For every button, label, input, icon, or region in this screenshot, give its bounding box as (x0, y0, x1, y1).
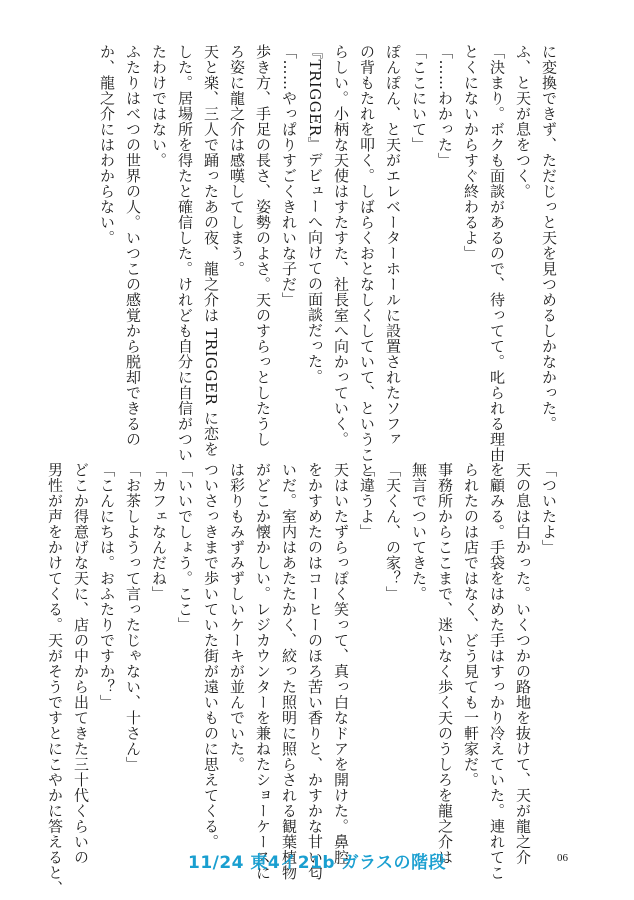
text-line: ぽんぽん、と天がエレベーターホールに設置されたソファ (384, 44, 402, 447)
text-line: らしい。小柄な天使はすたすた、社長室へ向かっていく。 (332, 44, 350, 447)
event-banner: 11/24 東4イ21b ガラスの階段 (187, 853, 446, 873)
text-line: どこか得意げな天に、店の中から出てきた三十代くらいの (72, 462, 90, 865)
text-line: ふたりはべつの世界の人。いつこの感覚から脱却できるの (124, 44, 142, 447)
text-line: いだ。室内はあたたかく、絞った照明に照らされる観葉植物 (280, 462, 298, 881)
text-line: 男性が声をかけてくる。天がそうですとにこやかに答えると、 (46, 462, 64, 896)
text-line: 事務所からここまで、迷いなく歩く天のうしろを龍之介は (436, 462, 454, 865)
text-line: られたのは店ではなく、どう見ても一軒家だ。 (462, 462, 480, 788)
text-line: を顧みる。手袋をはめた手はすっかり冷えていた。連れてこ (488, 462, 506, 881)
text-line: した。居場所を得たと確信した。けれども自分に自信がつい (176, 44, 194, 463)
text-line: がどこか懐かしい。レジカウンターを兼ねたショーケースに (254, 462, 272, 881)
text-line: 「カフェなんだね」 (150, 462, 168, 602)
text-line: ろ姿に龍之介は感嘆してしまう。 (228, 44, 246, 277)
text-line: 「天くん、の家？」 (384, 462, 402, 602)
text-line: ついさっきまで歩いていた街が遠いものに思えてくる。 (202, 462, 220, 850)
text-line: 歩き方、手足の長さ、姿勢のよさ。天のすらっとしたうし (254, 44, 272, 447)
text-line: たわけではない。 (150, 44, 168, 168)
text-line: 天の息は白かった。いくつかの路地を抜けて、天が龍之介 (514, 462, 532, 865)
text-line: とくにないからすぐ終わるよ」 (462, 44, 480, 261)
text-block-top (98, 44, 562, 478)
text-line: 「いいでしょう。ここ」 (176, 462, 194, 633)
page-number: 06 (557, 852, 568, 864)
text-line: 無言でついてきた。 (410, 462, 428, 602)
text-line: 「違うよ」 (358, 462, 376, 540)
text-line: の背もたれを叩く。しばらくおとなしくしていて、ということ (358, 44, 376, 478)
text-line: をかすめたのはコーヒーのほろ苦い香りと、かすかな甘い匂 (306, 462, 324, 881)
text-line: 「こんにちは。おふたりですか？」 (98, 462, 116, 710)
text-line: 「決まり。ボクも面談があるので、待ってて。叱られる理由 (488, 44, 506, 463)
text-line: 「ここにいて」 (410, 44, 428, 153)
text-line: 「……わかった」 (436, 44, 454, 168)
text-line: 『TRIGGER』デビューへ向けての面談だった。 (306, 44, 324, 385)
text-line: 「ついたよ」 (540, 462, 558, 555)
text-line: ふ、と天が息をつく。 (514, 44, 532, 199)
text-line: 天と楽、三人で踊ったあの夜、龍之介は TRIGGER に恋を (202, 44, 220, 457)
text-line: 「お茶しようって言ったじゃない、十さん」 (124, 462, 142, 772)
text-line: 「……やっぱりすごくきれいな子だ」 (280, 44, 298, 308)
text-line: 天はいたずらっぽく笑って、真っ白なドアを開けた。鼻腔 (332, 462, 350, 865)
text-line: か、龍之介にはわからない。 (98, 44, 116, 246)
text-line: に変換できず、ただじっと天を見つめるしかなかった。 (540, 44, 558, 432)
text-line: は彩りもみずみずしいケーキが並んでいた。 (228, 462, 246, 772)
